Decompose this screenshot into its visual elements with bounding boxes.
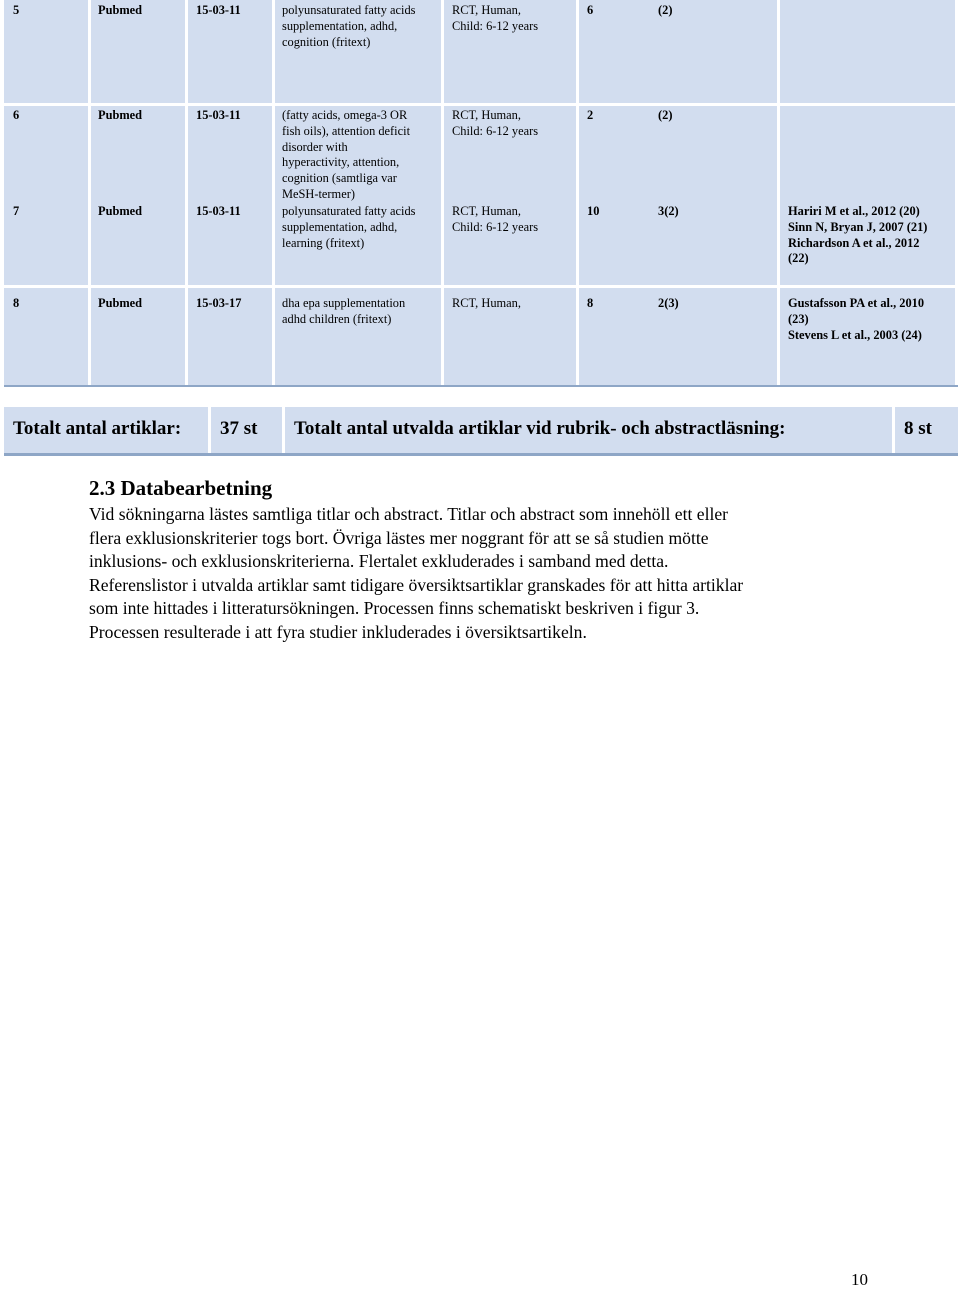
row-number: 8: [13, 296, 20, 310]
row-number: 7: [13, 204, 20, 218]
selected: (2): [658, 108, 673, 122]
references: Gustafsson PA et al., 2010 (23) Stevens L et al., 2003 (24): [788, 296, 925, 342]
paragraph-line: inklusions- och exklusionskriterierna. Flertalet exkluderades i samband med detta.: [89, 551, 669, 572]
section-paragraph: [89, 503, 879, 645]
selected-articles-label: Totalt antal utvalda artiklar vid rubrik- och abstractläsning:: [294, 418, 786, 439]
selected: 2(3): [658, 296, 679, 310]
row-number: 5: [13, 3, 20, 17]
limits: RCT, Human, Child: 6-12 years: [452, 204, 539, 234]
search-terms: dha epa supplementation adhd children (fritext): [282, 296, 406, 326]
selected: (2): [658, 3, 673, 17]
search-date: 15-03-11: [196, 108, 241, 122]
paragraph-line: Processen resulterade i att fyra studier inkluderades i översiktsartikeln.: [89, 621, 587, 642]
search-terms: polyunsaturated fatty acids supplementation, adhd, learning (fritext): [282, 204, 416, 250]
selected-articles-value: 8 st: [904, 418, 932, 439]
hits: 8: [587, 296, 594, 310]
database: Pubmed: [98, 3, 143, 17]
references: Hariri M et al., 2012 (20) Sinn N, Bryan J, 2007 (21) Richardson A et al., 2012 (22): [788, 204, 928, 266]
page-number: 10: [851, 1270, 868, 1289]
database: Pubmed: [98, 296, 143, 310]
paragraph-line: som inte hittades i litteratursökningen. Processen finns schematiskt beskriven i figur 3.: [89, 598, 700, 619]
limits: RCT, Human, Child: 6-12 years: [452, 3, 539, 33]
search-date: 15-03-11: [196, 3, 241, 17]
hits: 6: [587, 3, 594, 17]
row-number: 6: [13, 108, 20, 122]
database: Pubmed: [98, 204, 143, 218]
paragraph-line: Referenslistor i utvalda artiklar samt tidigare översiktsartiklar granskades för att hitta artiklar: [89, 574, 744, 595]
total-articles-value: 37 st: [220, 418, 258, 439]
selected: 3(2): [658, 204, 679, 218]
paragraph-line: flera exklusionskriterier togs bort. Övriga lästes mer noggrant för att se så studien mötte: [89, 527, 709, 548]
hits: 2: [587, 108, 594, 122]
database: Pubmed: [98, 108, 143, 122]
search-date: 15-03-11: [196, 204, 241, 218]
search-terms: (fatty acids, omega-3 OR fish oils), attention deficit disorder with hyperactivity, attention, cognition (samtliga var MeSH-termer): [282, 108, 411, 201]
total-articles-label: Totalt antal artiklar:: [13, 418, 182, 439]
section-heading: 2.3 Databearbetning: [89, 476, 273, 500]
limits: RCT, Human, Child: 6-12 years: [452, 108, 539, 138]
paragraph-line: Vid sökningarna lästes samtliga titlar och abstract. Titlar och abstract som innehöll ett eller: [89, 504, 729, 524]
limits: RCT, Human,: [452, 296, 521, 310]
hits: 10: [587, 204, 600, 218]
search-terms: polyunsaturated fatty acids supplementation, adhd, cognition (fritext): [282, 3, 416, 49]
search-date: 15-03-17: [196, 296, 242, 310]
totals-bar: [4, 407, 958, 456]
